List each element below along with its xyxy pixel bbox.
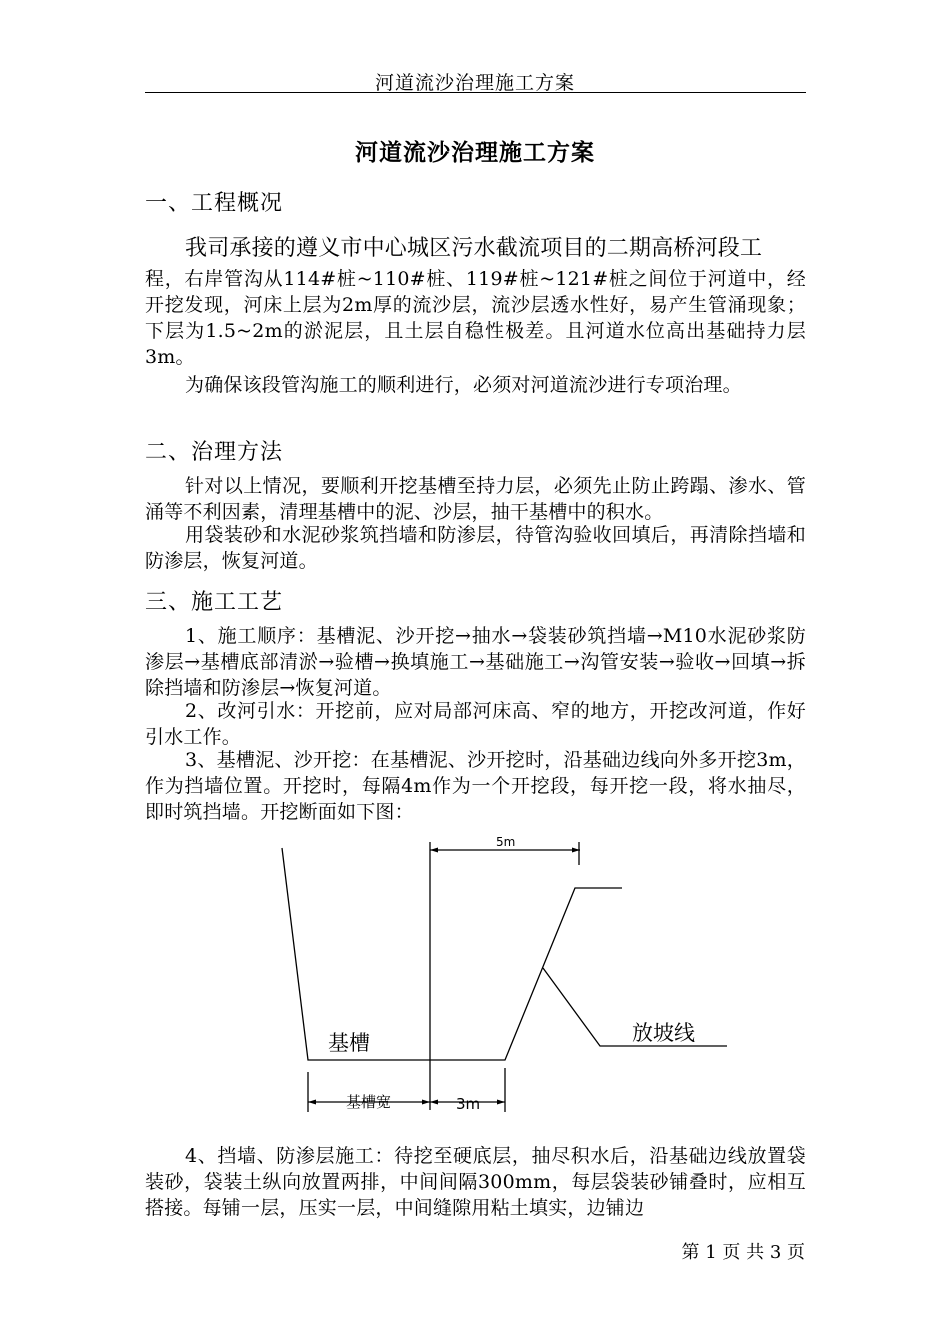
section-2-paragraph-1: 针对以上情况，要顺利开挖基槽至持力层，必须先止防止跨蹋、渗水、管涌等不利因素，清理基槽中的泥、沙层，抽干基槽中的积水。 <box>145 475 806 523</box>
section-1-paragraph-2: 为确保该段管沟施工的顺利进行，必须对河道流沙进行专项治理。 <box>185 374 742 396</box>
arrowhead <box>430 848 438 853</box>
section-1-paragraph-1-lead: 我司承接的遵义市中心城区污水截流项目的二期高桥河段工 <box>185 236 763 261</box>
document-title: 河道流沙治理施工方案 <box>355 139 595 166</box>
dimension-5m-label: 5m <box>496 835 516 849</box>
trench-width-label: 基槽宽 <box>346 1093 392 1111</box>
trench-label: 基槽 <box>328 1031 370 1055</box>
section-3-paragraph-4: 4、挡墙、防渗层施工：待挖至硬底层，抽尽积水后，沿基础边线放置袋装砂，袋装土纵向放置两排，中间间隔300mm，每层袋装砂铺叠时，应相互搭接。每铺一层，压实一层，中间缝隙用粘土填实，边铺边 <box>145 1145 806 1219</box>
slope-line-label: 放坡线 <box>632 1021 695 1045</box>
header-rule <box>145 92 806 93</box>
trench-profile-line <box>282 848 622 1060</box>
arrowhead <box>308 1100 316 1105</box>
page-footer: 第 1 页 共 3 页 <box>681 1242 805 1263</box>
arrowhead <box>430 1100 438 1105</box>
arrowhead <box>497 1100 505 1105</box>
section-2-paragraph-2: 用袋装砂和水泥砂浆筑挡墙和防渗层，待管沟验收回填后，再清除挡墙和防渗层，恢复河道。 <box>145 524 806 572</box>
section-3-paragraph-1: 1、施工顺序：基槽泥、沙开挖→抽水→袋装砂筑挡墙→M10水泥砂浆防渗层→基槽底部清淤→验槽→换填施工→基础施工→沟管安装→验收→回填→拆除挡墙和防渗层→恢复河道。 <box>145 625 806 699</box>
arrowhead <box>422 1100 430 1105</box>
section-1-paragraph-1-body: 程，右岸管沟从114#桩~110#桩、119#桩~121#桩之间位于河道中，经开挖发现，河床上层为2m厚的流沙层，流沙层透水性好，易产生管涌现象；下层为1.5~2m的淤泥层，且土层自稳性极差。且河道水位高出基础持力层3m。 <box>145 268 806 368</box>
section-heading-2: 二、治理方法 <box>145 440 284 465</box>
section-3-paragraph-3: 3、基槽泥、沙开挖：在基槽泥、沙开挖时，沿基础边线向外多开挖3m，作为挡墙位置。开挖时，每隔4m作为一个开挖段，每开挖一段，将水抽尽，即时筑挡墙。开挖断面如下图： <box>145 749 806 823</box>
section-1-paragraph-1 <box>145 232 806 370</box>
running-header: 河道流沙治理施工方案 <box>374 72 575 94</box>
excavation-cross-section-diagram <box>260 828 740 1118</box>
section-3-paragraph-2: 2、改河引水：开挖前，应对局部河床高、窄的地方，开挖改河道，作好引水工作。 <box>145 700 806 748</box>
section-heading-3: 三、施工工艺 <box>145 590 284 615</box>
dimension-3m-label: 3m <box>456 1095 481 1113</box>
section-heading-1: 一、工程概况 <box>145 191 284 216</box>
